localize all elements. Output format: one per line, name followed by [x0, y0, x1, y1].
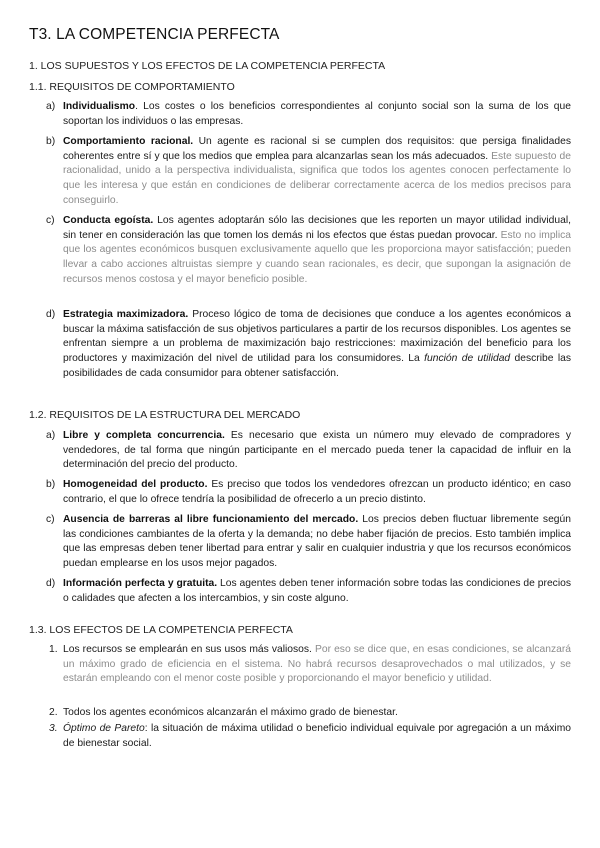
item-text: Los recursos se emplearán en sus usos más valiosos. [63, 644, 312, 655]
list-item-individualismo [46, 100, 571, 129]
item-italic: Óptimo de Pareto [63, 723, 145, 734]
list-item-efecto-3 [49, 722, 571, 751]
section-1-1-heading: 1.1. REQUISITOS DE COMPORTAMIENTO [29, 81, 235, 93]
item-note: Este supuesto de racionalidad, unido a la perspectiva individualista, significa que todos los agentes conocen perfectamente lo que les interesa y que están en condiciones de deliberar correctamente acerca de los medios precisos para conseguirlo. [63, 150, 571, 206]
list-marker: c) [46, 215, 55, 226]
item-text-after: describe las posibilidades de cada consumidor para obtener satisfacción. [63, 353, 571, 379]
item-text: Los agentes deben tener información sobre todas las condiciones de precios o calidades que afecten a los intercambios, y sin coste alguno. [63, 578, 571, 604]
item-term: Libre y completa concurrencia. [63, 430, 225, 441]
section-1-3-heading: 1.3. LOS EFECTOS DE LA COMPETENCIA PERFECTA [29, 624, 293, 636]
item-term: Ausencia de barreras al libre funcionamiento del mercado. [63, 514, 359, 525]
item-text: Un agente es racional si se cumplen dos requisitos: que persiga finalidades coherentes entre sí y que los medios que emplea para alcanzarlas sean los más adecuados. [63, 136, 571, 162]
list-marker: a) [46, 101, 56, 112]
list-marker: d) [46, 578, 56, 589]
item-note: Por eso se dice que, en esas condiciones, se alcanzará un máximo grado de eficiencia en el sistema. No habrá recursos desaprovechados o mal utilizados, y se estarán empleando con el menor coste posible y proporcionando el mayor beneficio y utilidad. [63, 644, 571, 685]
list-item-libre-concurrencia [46, 429, 571, 473]
list-marker: a) [46, 430, 56, 441]
item-term: Información perfecta y gratuita. [63, 578, 218, 589]
item-text: Es necesario que exista un número muy elevado de compradores y vendedores, de tal forma que ningún participante en el mercado pueda tener la capacidad de influir en la determinación del precio del producto. [63, 430, 571, 471]
item-term: Individualismo [63, 101, 136, 112]
list-marker: d) [46, 309, 56, 320]
item-text: Todos los agentes económicos alcanzarán el máximo grado de bienestar. [63, 707, 398, 718]
list-marker: 1. [49, 644, 58, 655]
section-1-heading: 1. LOS SUPUESTOS Y LOS EFECTOS DE LA COMPETENCIA PERFECTA [29, 60, 386, 72]
list-marker: b) [46, 136, 56, 147]
list-item-ausencia-barreras [46, 513, 571, 572]
item-text: : la situación de máxima utilidad o beneficio individual equivale por agregación a un máximo de bienestar social. [63, 723, 571, 749]
list-marker: 3. [49, 723, 58, 734]
item-text: . Los costes o los beneficios correspondientes al conjunto social son la suma de los que soportan los individuos o las empresas. [63, 101, 571, 127]
list-item-conducta-egoista [46, 214, 572, 288]
list-item-efecto-1 [49, 643, 571, 687]
item-note: Esto no implica que los agentes económicos busquen exclusivamente aquello que les proporciona mayor satisfacción; pueden llevar a cabo acciones altruistas siempre y cuando sean racionales, es decir, que supongan la asignación de recursos menos costosa y el mayor beneficio posible. [63, 229, 571, 285]
section-1-2-heading: 1.2. REQUISITOS DE LA ESTRUCTURA DEL MERCADO [29, 409, 301, 421]
item-term: Estrategia maximizadora. [63, 309, 189, 320]
item-text: Proceso lógico de toma de decisiones que conduce a los agentes económicos a buscar la máxima satisfacción de sus objetivos particulares a partir de los recursos disponibles. Los agentes se enfrentan siempre a un problema de maximización bajo restricciones: maximización del beneficio para los productores y maximización del nivel de utilidad para los consumidores. La [63, 309, 572, 365]
item-term: Conducta egoísta. [63, 215, 154, 226]
list-item-homogeneidad [46, 478, 571, 507]
item-term: Comportamiento racional. [63, 136, 194, 147]
list-item-estrategia-maximizadora [46, 308, 572, 382]
item-term: Homogeneidad del producto. [63, 479, 208, 490]
list-marker: c) [46, 514, 55, 525]
list-item-informacion-perfecta [46, 577, 571, 606]
list-marker: b) [46, 479, 56, 490]
item-italic: función de utilidad [424, 353, 511, 365]
item-text: Los agentes adoptarán sólo las decisiones que les reporten un mayor utilidad individual, sin tener en consideración las que tomen los demás ni los efectos que éstas puedan provocar. [63, 215, 572, 241]
list-marker: 2. [49, 707, 58, 718]
list-item-comportamiento-racional [46, 135, 571, 209]
document-title: T3. LA COMPETENCIA PERFECTA [29, 26, 280, 43]
item-text: Es preciso que todos los vendedores ofrezcan un producto idéntico; en caso contrario, el que lo ofrece tendría la posibilidad de ofrecerlo a un precio distinto. [63, 479, 571, 505]
item-text: Los precios deben fluctuar libremente según las condiciones cambiantes de la oferta y la demanda; no debe haber fijación de precios. Esto también implica que las empresas deben tener libertad para entrar y salir en cualquier industria y que los recursos económicos puedan emplearse en los usos mejor pagados. [63, 514, 571, 570]
list-item-efecto-2 [49, 706, 571, 721]
